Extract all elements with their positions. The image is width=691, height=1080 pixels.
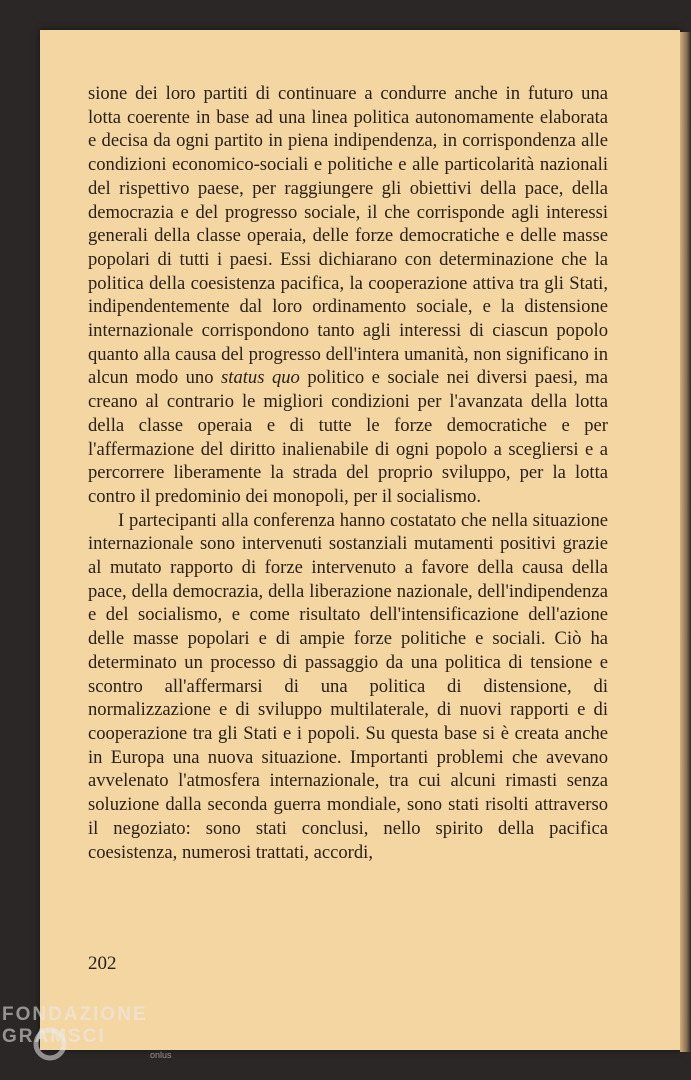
- paragraph-1: [88, 82, 608, 509]
- watermark-logo-icon: [28, 1022, 72, 1066]
- page-number: 202: [88, 953, 117, 974]
- body-text: [88, 82, 608, 864]
- watermark: [0, 1000, 200, 1080]
- watermark-title-part1: FONDAZIONE: [2, 1004, 148, 1025]
- paragraph-1-text-b: politico e sociale nei diversi paesi, ma creano al contrario le migliori condizioni per l'avanzata della lotta della classe operaia e di tutte le forze democratiche e per l'affermazione del diritto inalienabile di ogni popolo a scegliersi e a percorrere liberamente la strada del proprio sviluppo, per la lotta contro il predominio dei monopoli, per il socialismo.: [88, 367, 608, 507]
- paragraph-2: I partecipanti alla conferenza hanno costatato che nella situazione internazionale sono intervenuti sostanziali mutamenti positivi grazie al mutato rapporto di forze intervenuto a favore della causa della pace, della democrazia, della liberazione nazionale, dell'indipendenza e del socialismo, e come risultato dell'intensificazione dell'azione delle masse popolari e di ampie forze politiche e sociali. Ciò ha determinato un processo di passaggio da una politica di tensione e scontro all'affermarsi di una politica di distensione, di normalizzazione e di sviluppo multilaterale, di nuovi rapporti e di cooperazione tra gli Stati e i popoli. Su questa base si è creata anche in Europa una nuova situazione. Importanti problemi che avevano avvelenato l'atmosfera internazionale, tra cui alcuni rimasti senza soluzione dalla seconda guerra mondiale, sono stati risolti attraverso il negoziato: sono stati conclusi, nello spirito della pacifica coesistenza, numerosi trattati, accordi,: [88, 509, 608, 863]
- watermark-suffix: onlus: [150, 1050, 172, 1060]
- watermark-title-part2: GRAMSCI: [2, 1026, 106, 1047]
- paragraph-1-text-a: sione dei loro partiti di continuare a condurre anche in futuro una lotta coerente in base ad una linea politica autonomamente elaborata e decisa da ogni partito in piena indipendenza, in corrispondenza alle condizioni economico-sociali e politiche e alle particolarità nazionali del rispettivo paese, per raggiungere gli obiettivi della pace, della democrazia e del progresso sociale, il che corrisponde agli interessi generali della classe operaia, delle forze democratiche e delle masse popolari di tutti i paesi. Essi dichiarano con determinazione che la politica della coesistenza pacifica, la cooperazione attiva tra gli Stati, indipendentemente dal loro ordinamento sociale, e la distensione internazionale corrispondono tanto agli interessi di ciascun popolo quanto alla causa del progresso dell'intera umanità, non significano in alcun modo uno: [88, 83, 608, 389]
- page-edge: [680, 32, 691, 1052]
- italic-status-quo: status quo: [221, 367, 300, 389]
